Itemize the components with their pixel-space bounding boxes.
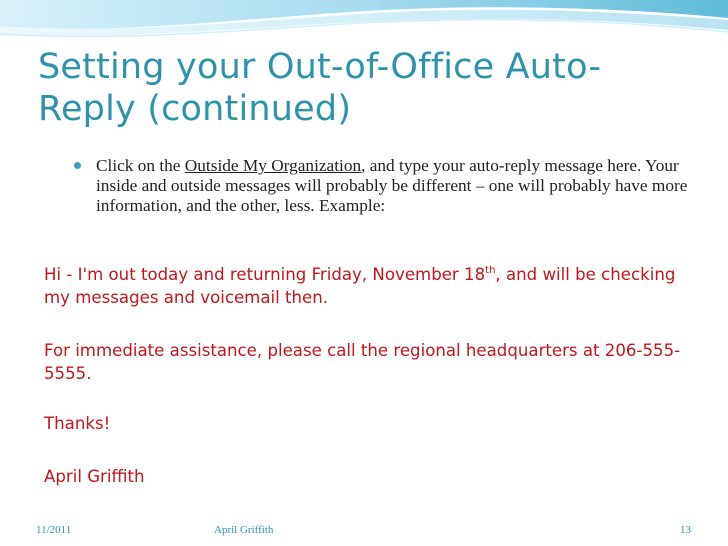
example-reply-paragraph-1 (44, 263, 694, 309)
example-reply-paragraph-3: Thanks! (44, 414, 111, 433)
bullet-text-before: Click on the (96, 156, 185, 175)
reply-p1-before: Hi - I'm out today and returning Friday, November 18 (44, 265, 486, 284)
reply-p1-ordinal-suffix: th (485, 265, 496, 276)
bullet-text-after: , and type your auto-reply message here. Your inside and outside messages will probably be different – one will probably have more information, and the other, less. Example: (96, 156, 688, 215)
reply-p1-after: , and will be checking my messages and voicemail then. (44, 265, 676, 307)
footer-date: 11/2011 (36, 524, 72, 536)
instruction-bullet (74, 156, 694, 216)
slide-title-line-1: Setting your Out-of-Office Auto- (38, 47, 602, 87)
bullet-dot-icon (74, 162, 81, 169)
example-reply-paragraph-2: For immediate assistance, please call the regional headquarters at 206-555-5555. (44, 341, 681, 383)
footer-author: April Griffith (214, 524, 274, 536)
slide-title (38, 46, 698, 130)
footer-page-number: 13 (680, 524, 691, 536)
example-reply-signature: April Griffith (44, 467, 145, 486)
outside-my-organization-tab-name: Outside My Organization (184, 156, 362, 175)
slide-title-line-2: Reply (continued) (38, 89, 352, 129)
